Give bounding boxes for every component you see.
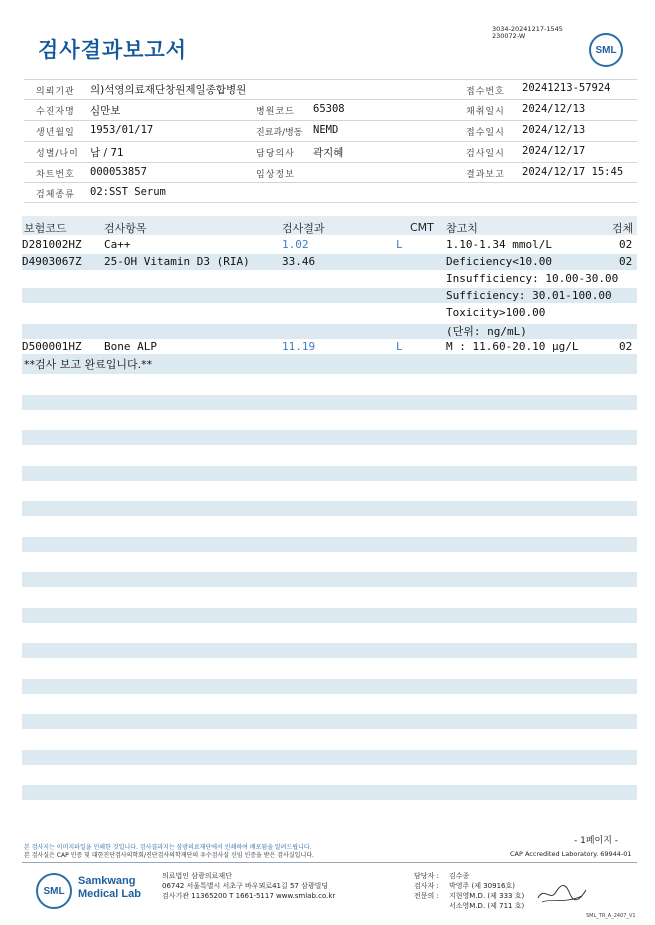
- table-row-code: D281002HZ: [22, 238, 82, 251]
- sml-footer-logo-text: SML: [43, 886, 65, 897]
- table-row-item: Bone ALP: [104, 340, 157, 353]
- staff-specialist-1: 지현영M.D. (제 333 호): [449, 892, 525, 900]
- col-specimen-header: 검체: [612, 222, 634, 235]
- patient-name: 심만보: [90, 105, 121, 117]
- table-row-result: 11.19: [282, 340, 316, 353]
- staff-label-tester: 검사자 :: [414, 882, 439, 890]
- clinical-info-label: 임상정보: [256, 170, 295, 180]
- table-stripe: [22, 785, 637, 800]
- department-value: NEMD: [313, 124, 339, 136]
- table-row-code: D4903067Z: [22, 255, 82, 268]
- sml-logo: [589, 33, 623, 67]
- collect-date-value: 2024/12/13: [522, 103, 586, 115]
- staff-label-specialist: 전문의 :: [414, 892, 439, 900]
- table-stripe: [22, 572, 637, 587]
- table-row-reference: (단위: ng/mL): [446, 325, 527, 338]
- signature-image: [536, 880, 588, 908]
- header-divider: [24, 162, 637, 163]
- org-address: 06742 서울특별시 서초구 바우뫼로41길 57 삼광빌딩: [162, 882, 329, 890]
- table-row-result: 33.46: [282, 255, 316, 268]
- table-row-result: 1.02: [282, 238, 309, 251]
- table-stripe: [22, 430, 637, 445]
- report-date-label: 결과보고: [466, 170, 505, 180]
- receipt-date-label: 접수일시: [466, 128, 505, 138]
- col-cmt-header: CMT: [410, 221, 434, 234]
- table-row-code: D500001HZ: [22, 340, 82, 353]
- table-row-specimen: 02: [619, 255, 633, 268]
- form-code: SML_TR_A_2407_V1: [586, 913, 636, 919]
- receipt-date-value: 2024/12/13: [522, 124, 586, 136]
- staff-labels: [414, 871, 439, 901]
- table-stripe: [22, 714, 637, 729]
- col-result-header: 검사결과: [282, 222, 325, 235]
- col-code-header: 보험코드: [24, 222, 67, 235]
- staff-manager: 김수종: [449, 872, 470, 880]
- table-stripe: [22, 395, 637, 410]
- table-stripe: [22, 608, 637, 623]
- document-id-line1: 3034-20241217-1545: [492, 25, 563, 33]
- table-row-reference: Toxicity>100.00: [446, 306, 546, 319]
- table-stripe: [22, 643, 637, 658]
- specimen-type-label: 검체종류: [36, 190, 75, 200]
- header-divider: [24, 79, 637, 80]
- hospital-code-value: 65308: [313, 103, 345, 115]
- table-row-reference: 1.10-1.34 mmol/L: [446, 238, 552, 251]
- table-stripe: [22, 679, 637, 694]
- report-complete-note: **검사 보고 완료입니다.**: [24, 358, 153, 371]
- doctor-value: 곽지혜: [313, 147, 344, 159]
- table-stripe: [22, 466, 637, 481]
- brand-line2: Medical Lab: [78, 888, 141, 900]
- doctor-label: 담당의사: [256, 149, 295, 159]
- col-ref-header: 참고치: [446, 222, 478, 235]
- sml-footer-logo: [36, 873, 72, 909]
- header-divider: [24, 202, 637, 203]
- brand-line1: Samkwang: [78, 875, 136, 887]
- sex-age-value: 남 / 71: [90, 147, 124, 159]
- sml-logo-text: SML: [595, 45, 617, 56]
- hospital-label: 의뢰기관: [36, 87, 75, 97]
- header-divider: [24, 182, 637, 183]
- patient-label: 수진자명: [36, 107, 75, 117]
- department-label: 진료과/병동: [256, 128, 303, 138]
- table-stripe: [22, 750, 637, 765]
- page-number: - 1페이지 -: [574, 836, 619, 846]
- notice-image-print: 본 검사지는 이미지파일을 인쇄한 것입니다. 검사결과지는 삼광의료재단에서 인쇄하여 배포됨을 알려드립니다.: [24, 844, 312, 851]
- document-id-line2: 230072-W: [492, 32, 526, 40]
- col-item-header: 검사항목: [104, 222, 147, 235]
- staff-tester: 박영주 (제 30916호): [449, 882, 515, 890]
- notice-accreditation: 본 검사실은 CAP 인증 및 대한진단검사의학회/진단검사의학재단의 우수검사실 신임 인증을 받은 검사실입니다.: [24, 852, 314, 859]
- staff-label-manager: 담당자 :: [414, 872, 439, 880]
- header-divider: [24, 120, 637, 121]
- org-info: [162, 871, 335, 901]
- receipt-no-value: 20241213-57924: [522, 82, 611, 94]
- staff-values: [449, 871, 524, 911]
- table-stripe: [22, 501, 637, 516]
- table-row-reference: M : 11.60-20.10 μg/L: [446, 340, 579, 353]
- report-date-value: 2024/12/17 15:45: [522, 166, 624, 178]
- table-row-cmt: L: [396, 238, 403, 251]
- document-id: [492, 26, 563, 40]
- header-divider: [24, 99, 637, 100]
- table-row-specimen: 02: [619, 238, 633, 251]
- sex-age-label: 성별/나이: [36, 149, 79, 159]
- table-row-specimen: 02: [619, 340, 633, 353]
- table-row-reference: Deficiency<10.00: [446, 255, 552, 268]
- birth-label: 생년월일: [36, 128, 75, 138]
- table-row-reference: Sufficiency: 30.01-100.00: [446, 289, 612, 302]
- birth-value: 1953/01/17: [90, 124, 154, 136]
- brand-name: [78, 875, 141, 901]
- header-divider: [24, 141, 637, 142]
- footer-divider: [22, 862, 637, 863]
- report-title: 검사결과보고서: [38, 38, 188, 62]
- org-name: 의료법인 삼광의료재단: [162, 872, 232, 880]
- table-row-cmt: L: [396, 340, 403, 353]
- collect-date-label: 채취일시: [466, 107, 505, 117]
- test-date-value: 2024/12/17: [522, 145, 586, 157]
- staff-specialist-2: 서소영M.D. (제 711 호): [449, 902, 525, 910]
- receipt-no-label: 접수번호: [466, 87, 505, 97]
- table-row-item: 25-OH Vitamin D3 (RIA): [104, 255, 250, 268]
- chart-no-value: 000053857: [90, 166, 147, 178]
- hospital-value: 의)석영의료재단창원제일종합병원: [90, 84, 247, 96]
- cap-accreditation: CAP Accredited Laboratory. 69944-01: [510, 850, 632, 858]
- org-contact: 검사기관 11365200 T 1661-5117 www.smlab.co.kr: [162, 892, 336, 900]
- table-stripe: [22, 537, 637, 552]
- hospital-code-label: 병원코드: [256, 107, 295, 117]
- table-row-reference: Insufficiency: 10.00-30.00: [446, 272, 619, 285]
- test-date-label: 검사일시: [466, 149, 505, 159]
- table-row-item: Ca++: [104, 238, 131, 251]
- specimen-type-value: 02:SST Serum: [90, 186, 166, 198]
- table-stripe: [22, 324, 637, 339]
- chart-no-label: 차트번호: [36, 170, 75, 180]
